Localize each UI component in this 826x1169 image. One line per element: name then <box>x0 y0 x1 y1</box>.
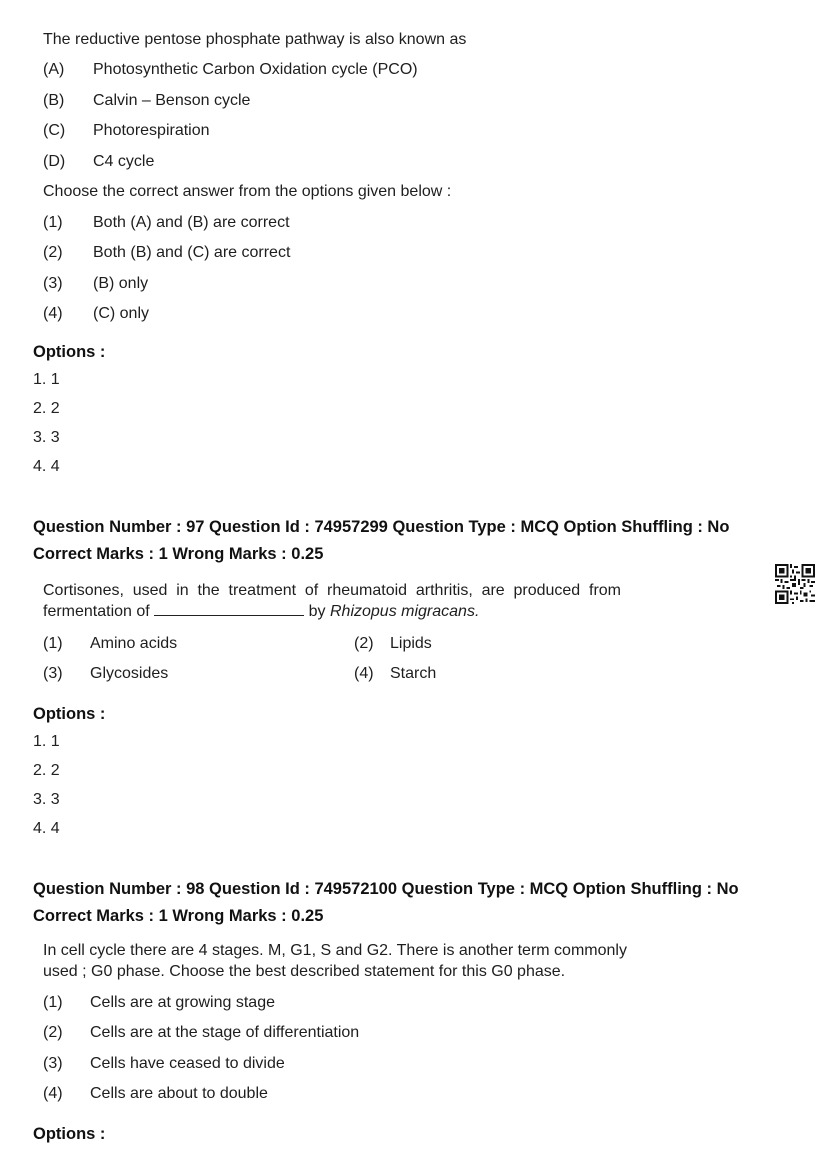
choice-text: Both (A) and (B) are correct <box>93 214 290 231</box>
marks-line: Correct Marks : 1 Wrong Marks : 0.25 <box>33 907 324 925</box>
choice-label: (4) <box>354 665 374 682</box>
option-item: 3. 3 <box>33 791 60 808</box>
choice-label: (3) <box>43 1055 63 1072</box>
choice-text: Cells are about to double <box>90 1085 268 1102</box>
statement-text: C4 cycle <box>93 153 155 170</box>
question-stem-line2: used ; G0 phase. Choose the best described statement for this G0 phase. <box>43 963 566 980</box>
instruction-text: Choose the correct answer from the options given below : <box>43 183 452 200</box>
choice-label: (2) <box>354 635 374 652</box>
statement-label: (A) <box>43 61 65 78</box>
marks-line: Correct Marks : 1 Wrong Marks : 0.25 <box>33 545 324 563</box>
option-item: 3. 3 <box>33 429 60 446</box>
choice-text: Both (B) and (C) are correct <box>93 244 291 261</box>
question-stem-line2 <box>43 603 479 621</box>
statement-text: Calvin – Benson cycle <box>93 92 251 109</box>
choice-label: (1) <box>43 214 63 231</box>
choice-text: Amino acids <box>90 635 178 652</box>
choice-label: (1) <box>43 635 63 652</box>
qr-code <box>775 564 815 604</box>
organism-name: Rhizopus migracans. <box>330 603 480 620</box>
question-stem: In cell cycle there are 4 stages. M, G1, S and G2. There is another term commonly <box>43 942 627 959</box>
options-heading: Options : <box>33 705 106 723</box>
choice-label: (3) <box>43 665 63 682</box>
statement-label: (C) <box>43 122 66 139</box>
choice-text: (C) only <box>93 305 150 322</box>
choice-text: Cells have ceased to divide <box>90 1055 285 1072</box>
question-header: Question Number : 98 Question Id : 749572100 Question Type : MCQ Option Shuffling : No <box>33 880 739 898</box>
choice-text: Cells are at the stage of differentiation <box>90 1024 360 1041</box>
choice-label: (4) <box>43 305 63 322</box>
options-heading: Options : <box>33 1125 106 1143</box>
options-heading: Options : <box>33 343 106 361</box>
stem-by: by <box>308 603 326 620</box>
option-item: 1. 1 <box>33 371 60 388</box>
option-item: 2. 2 <box>33 400 60 417</box>
statement-label: (B) <box>43 92 65 109</box>
question-stem: Cortisones, used in the treatment of rheumatoid arthritis, are produced from <box>43 582 621 599</box>
choice-label: (2) <box>43 244 63 261</box>
fill-in-blank <box>154 603 304 616</box>
question-stem: The reductive pentose phosphate pathway is also known as <box>43 31 467 48</box>
statement-label: (D) <box>43 153 66 170</box>
choice-text: Cells are at growing stage <box>90 994 275 1011</box>
choice-text: (B) only <box>93 275 149 292</box>
question-header: Question Number : 97 Question Id : 74957299 Question Type : MCQ Option Shuffling : No <box>33 518 730 536</box>
choice-label: (3) <box>43 275 63 292</box>
choice-text: Starch <box>390 665 437 682</box>
option-item: 4. 4 <box>33 458 60 475</box>
statement-text: Photorespiration <box>93 122 210 139</box>
option-item: 1. 1 <box>33 733 60 750</box>
choice-text: Lipids <box>390 635 432 652</box>
choice-label: (4) <box>43 1085 63 1102</box>
choice-label: (2) <box>43 1024 63 1041</box>
option-item: 4. 4 <box>33 820 60 837</box>
stem-prefix: fermentation of <box>43 603 150 620</box>
option-item: 2. 2 <box>33 762 60 779</box>
choice-text: Glycosides <box>90 665 169 682</box>
statement-text: Photosynthetic Carbon Oxidation cycle (PCO) <box>93 61 418 78</box>
choice-label: (1) <box>43 994 63 1011</box>
